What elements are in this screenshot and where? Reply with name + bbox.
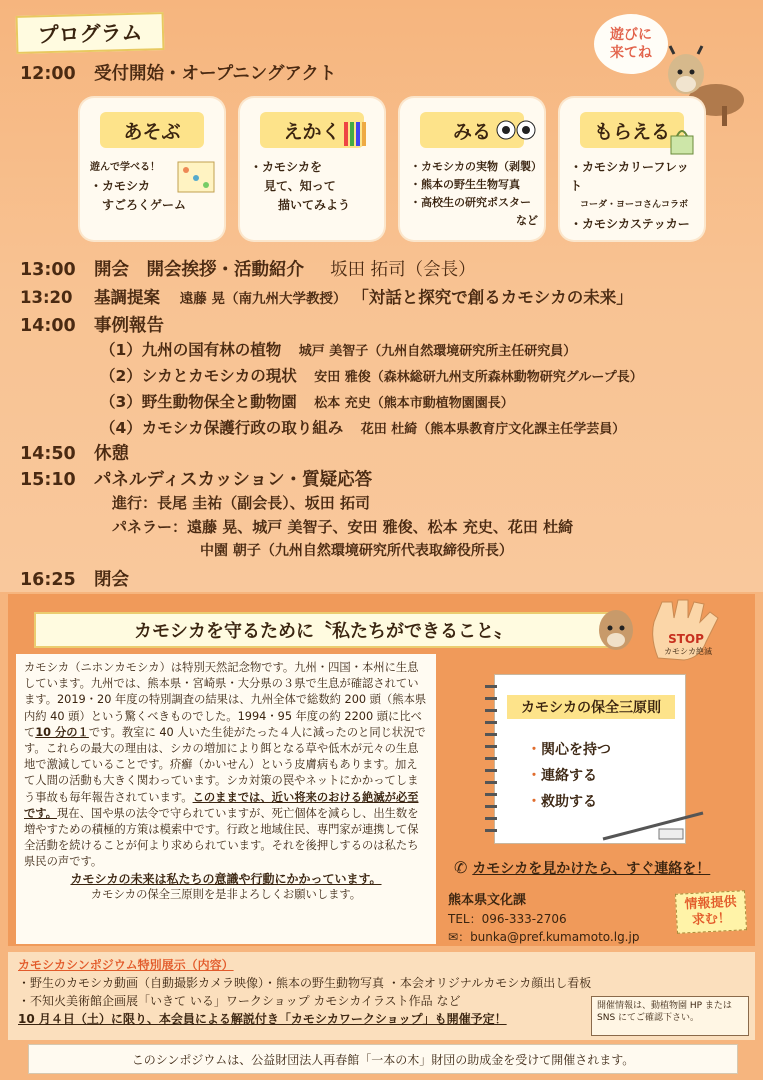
phone-number: TEL：096-333-2706 [448, 912, 567, 926]
card-line: ・カモシカを [250, 160, 323, 174]
email-address[interactable]: ：bunka@pref.kumamoto.lg.jp [458, 930, 640, 944]
body-emphasis-2: このままでは、近い将来のおける絶滅が必至です。 [24, 790, 419, 820]
speech-bubble [594, 14, 668, 74]
event: 受付開始・オープニングアクト [94, 64, 337, 84]
exhibit-heading: カモシカシンポジウム特別展示（内容） [18, 958, 234, 972]
exhibit-line-1: ・野生のカモシカ動画（自動撮影カメラ映像）・熊本の野生動物写真 ・本会オリジナルカモシカ顔出し看板 [18, 976, 592, 990]
card-line: ・カモシカ [90, 179, 151, 193]
shopping-bag-icon [668, 126, 696, 156]
event: 開会 開会挨拶・活動紹介 [94, 260, 304, 280]
talk-title: 「対話と探究で創るカモシカの未来」 [352, 288, 633, 307]
principles-notebook [494, 674, 686, 844]
moderator-line: 進行：長尾 圭祐（副会長）、坂田 拓司 [112, 494, 370, 512]
card-line: ・熊本の野生生物写真 [410, 178, 520, 191]
case-report-2 [100, 364, 643, 386]
time: 13:00 [20, 260, 76, 280]
card-body [410, 158, 542, 230]
event: 事例報告 [94, 316, 164, 336]
closing-statement [24, 871, 428, 887]
case-title: （1）九州の国有林の植物 [100, 341, 282, 359]
schedule-row-1625 [20, 566, 129, 591]
case-title: （4）カモシカ保護行政の取り組み [100, 419, 344, 437]
bubble-line-2: 来てね [610, 45, 652, 61]
department: 熊本県文化課 [448, 893, 527, 908]
time: 13:20 [20, 288, 73, 307]
card-body [250, 158, 378, 215]
card-line: 描いてみよう [278, 198, 351, 212]
schedule-row-1320 [20, 284, 633, 308]
grant-footer: このシンポジウムは、公益財団法人再春館「一本の木」財団の助成金を受けて開催されます。 [28, 1044, 738, 1074]
card-line: コーダ・ヨーコさんコラボ [580, 200, 689, 210]
person: 坂田 拓司（会長） [330, 260, 476, 280]
schedule-row-1450 [20, 440, 129, 465]
info-tag-line-2: 求む！ [691, 910, 732, 929]
case-person: 松本 充史（熊本市動植物園園長） [314, 396, 514, 411]
stop-label: STOP [668, 632, 704, 646]
schedule-row-1300 [20, 256, 476, 281]
eyes-icon [496, 118, 536, 142]
case-person: 城戸 美智子（九州自然環境研究所主任研究員） [298, 344, 577, 359]
body-text-2: です。教室に 40 人いた生徒がたった４人に減ったのと同じ状況です。これらの最大の理由は、シカの増加により餌となる草や低木が元々の生息地で激減していることです。疥癬（かいせん）という皮膚病もあります。加えて人間の活動も大きく関わっています。シカ対策の罠やネットにかかってしまう事故も毎年報告されています。 [24, 725, 426, 804]
card-label: もらえる [580, 112, 684, 148]
time: 14:50 [20, 444, 76, 464]
event-info-note: 開催情報は、動植物園 HP または SNS にてご確認下さい。 [591, 996, 749, 1036]
time: 12:00 [20, 64, 76, 84]
conservation-banner: カモシカを守るために〝私たちができること〟 [34, 612, 612, 648]
contact-prompt [454, 858, 744, 878]
bubble-line-1: 遊びに [610, 27, 652, 43]
principle-item: ・ 救助する [541, 791, 597, 811]
pencil-icon [599, 807, 709, 843]
exhibit-line-2: ・不知火美術館企画展「いきて いる」ワークショップ カモシカイラスト作品 など [18, 994, 461, 1008]
case-report-3 [100, 390, 514, 412]
principles-title: カモシカの保全三原則 [507, 695, 675, 719]
closing-request: カモシカの保全三原則を是非よろしくお願いします。 [90, 887, 362, 901]
case-report-4 [100, 416, 625, 438]
card-line: ・高校生の研究ポスター [410, 196, 531, 209]
closing-text: カモシカの未来は私たちの意識や行動にかかっています。 [70, 871, 382, 886]
case-title: （3）野生動物保全と動物園 [100, 393, 297, 411]
mail-icon: ✉ [448, 930, 459, 944]
conservation-text [16, 654, 436, 944]
contact-prompt-text: カモシカを見かけたら、すぐ連絡を！ [472, 861, 711, 877]
case-person: 安田 雅俊（森林総研九州支所森林動物研究グループ長） [314, 370, 643, 385]
body-emphasis-1: 10 分の１ [35, 725, 89, 739]
card-label: えかく [260, 112, 364, 148]
card-ekaku [240, 98, 384, 240]
time: 16:25 [20, 570, 76, 590]
schedule-row-1510 [20, 466, 372, 491]
serow-face-icon [596, 606, 636, 652]
card-moraeru [560, 98, 704, 240]
exhibit-line-3: 10 月４日（土）に限り、本会員による解説付き「カモシカワークショップ」も開催予定！ [18, 1012, 507, 1026]
notebook-rings [485, 685, 497, 835]
info-tag-line-1: 情報提供 [684, 894, 737, 913]
card-line: ・カモシカリーフレット [570, 160, 689, 193]
card-line: 遊んで学べる！ [90, 162, 160, 173]
event: 休憩 [94, 444, 129, 464]
card-line: すごろくゲーム [102, 198, 187, 212]
schedule-row-1200 [20, 60, 336, 85]
principle-item: ・ 関心を持つ [541, 739, 611, 759]
info-wanted-tag [675, 890, 747, 934]
game-board-icon [176, 158, 216, 198]
card-line: など [516, 214, 538, 227]
program-title: プログラム [16, 12, 165, 54]
case-report-1 [100, 338, 576, 360]
card-asobu [80, 98, 224, 240]
time: 15:10 [20, 470, 76, 490]
stop-sub: カモシカ絶滅 [664, 647, 712, 656]
case-person: 花田 杜綺（熊本県教育庁文化課主任学芸員） [360, 422, 626, 437]
case-title: （2）シカとカモシカの現状 [100, 367, 297, 385]
event: パネルディスカッション・質疑応答 [94, 470, 373, 490]
event: 基調提案 [94, 288, 160, 307]
panelists-line: パネラー：遠藤 晃、城戸 美智子、安田 雅俊、松本 充史、花田 杜綺 [112, 518, 574, 536]
special-exhibit-section [8, 952, 755, 1040]
event: 閉会 [94, 570, 129, 590]
card-miru [400, 98, 544, 240]
crayons-icon [340, 116, 374, 150]
schedule-row-1400 [20, 312, 164, 337]
principle-item: ・ 連絡する [541, 765, 597, 785]
card-label: あそぶ [100, 112, 204, 148]
person: 遠藤 晃（南九州大学教授） [179, 291, 347, 307]
contact-info [448, 892, 639, 946]
body-text-1: カモシカ（ニホンカモシカ）は特別天然記念物です。九州・四国・本州に生息しています。九州では、熊本県・宮崎県・大分県の３県で生息が確認されています。2019・20 年度の特別調査の結果は、九州全体で総数約 200 頭（熊本県内約 40 頭）という驚くべきものでした。1994・95 年度の約 2200 頭に比べて [24, 661, 427, 739]
card-line: 見て、知って [264, 179, 336, 193]
body-paragraph [24, 660, 428, 871]
card-label: みる [420, 112, 524, 148]
panelists-line-2: 中園 朝子（九州自然環境研究所代表取締役所長） [200, 543, 513, 559]
time: 14:00 [20, 316, 76, 336]
stop-hand-icon [644, 598, 730, 662]
card-line: ・カモシカの実物（剥製） [410, 160, 542, 173]
body-text-3: 現在、国や県の法令で守られていますが、死亡個体を減らし、出生数を増やすための積極的方策は模索中です。行政と地域住民、専門家が連携して保全活動を続けることが何より求められています。それを後押しするのは私たち県民の声です。 [24, 806, 419, 869]
conservation-section [8, 594, 755, 946]
card-body [570, 158, 698, 234]
phone-icon: ✆ [454, 858, 468, 877]
card-line: ・カモシカステッカー [570, 217, 690, 231]
